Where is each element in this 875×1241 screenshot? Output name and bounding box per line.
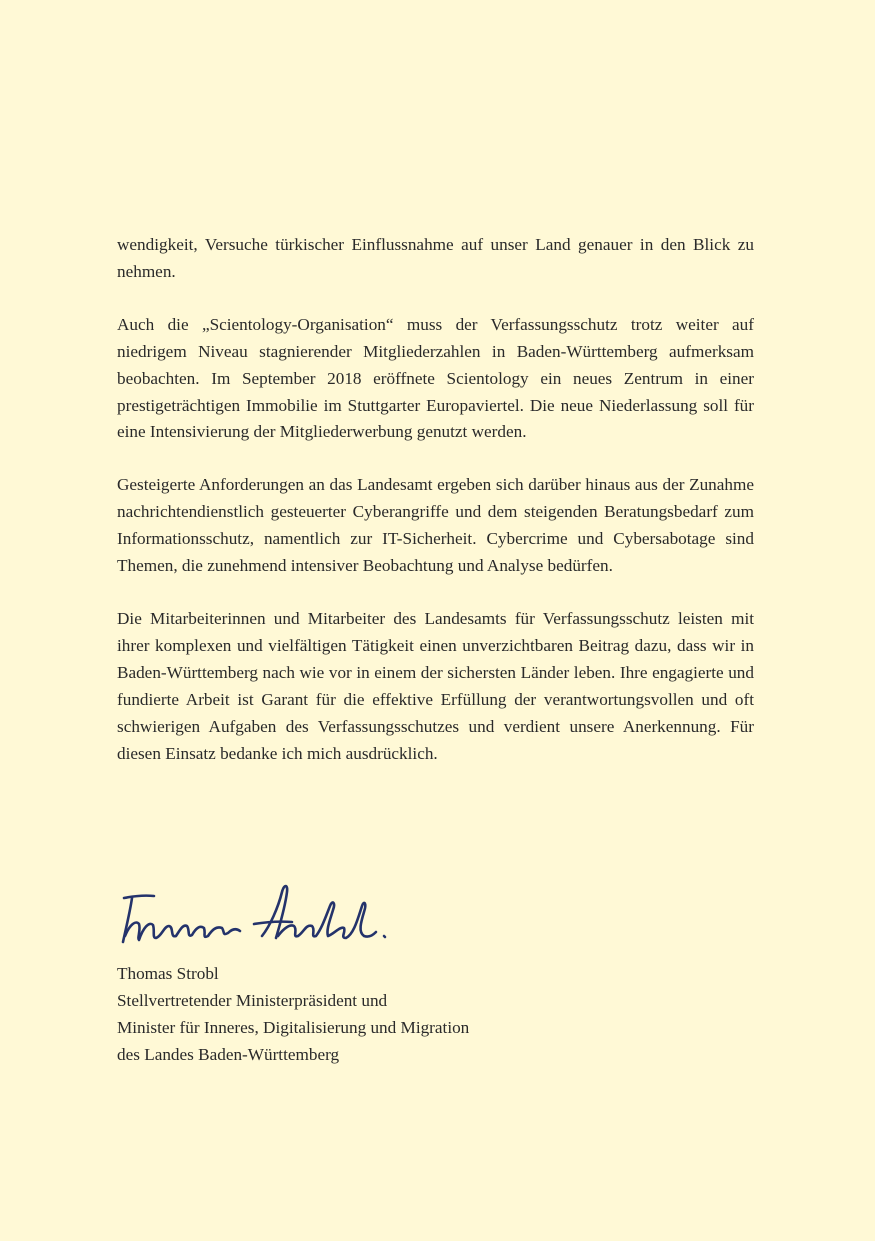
paragraph-2: Auch die „Scientology-Organisation“ muss der Verfassungsschutz trotz weiter auf niedrigem Niveau stagnierender Mitgliederzahlen in Baden-Württemberg aufmerksam beobachten. Im September 2018 eröffnete Scientology ein neues Zentrum in einer prestigeträchtigen Immobilie im Stuttgarter Europaviertel. Die neue Niederlassung soll für eine Intensivierung der Mitgliederwerbung genutzt werden. <box>117 314 754 442</box>
paragraph-1: wendigkeit, Versuche türkischer Einflussnahme auf unser Land genauer in den Blick zu nehmen. <box>117 235 754 281</box>
handwritten-signature <box>112 878 392 956</box>
signatory-name: Thomas Strobl <box>117 964 219 983</box>
paragraph-3: Gesteigerte Anforderungen an das Landesamt ergeben sich darüber hinaus aus der Zunahme nachrichtendienstlich gesteuerter Cyberangriffe und dem steigenden Beratungsbedarf zum Informationsschutz, namentlich zur IT-Sicherheit. Cybercrime und Cybersabotage sind Themen, die zunehmend intensiver Beobachtung und Analyse bedürfen. <box>117 475 754 576</box>
signatory-title-line-3: des Landes Baden-Württemberg <box>117 1044 340 1064</box>
paragraph-4: Die Mitarbeiterinnen und Mitarbeiter des Landesamts für Verfassungsschutz leisten mit ihrer komplexen und vielfältigen Tätigkeit einen unverzichtbaren Beitrag dazu, dass wir in Baden-Württemberg nach wie vor in einem der sichersten Länder leben. Ihre engagierte und fundierte Arbeit ist Garant für die effektive Erfüllung der verantwortungsvollen und oft schwierigen Aufgaben des Verfassungsschutzes und verdient unsere Anerkennung. Für diesen Einsatz bedanke ich mich ausdrücklich. <box>117 608 754 763</box>
signatory-title-line-2: Minister für Inneres, Digitalisierung und Migration <box>117 1017 470 1037</box>
signatory-title-line-1: Stellvertretender Ministerpräsident und <box>117 990 388 1010</box>
signature-block <box>117 961 754 1069</box>
body-text <box>117 232 754 793</box>
